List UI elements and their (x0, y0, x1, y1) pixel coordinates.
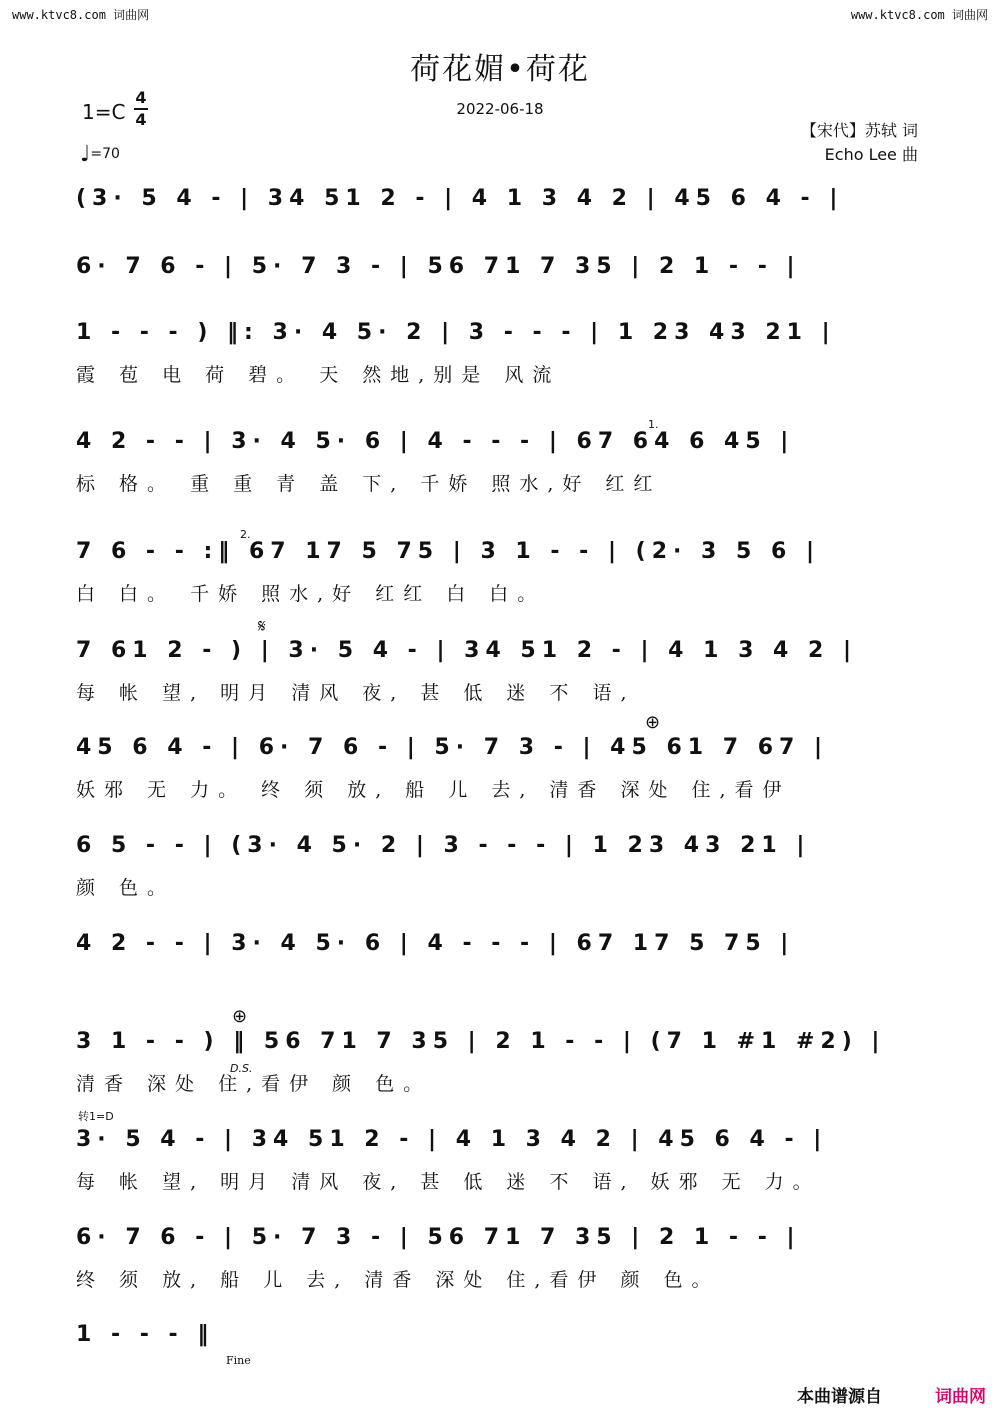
notation-line: 45 6 4 - | 6· 7 6 - | 5· 7 3 - | 45 61 7 67 | (76, 735, 829, 760)
lyric-line: 白 白。 千娇 照水,好 红红 白 白。 (76, 583, 546, 605)
lyric-line: 妖邪 无 力。 终 须 放, 船 儿 去, 清香 深处 住,看伊 (76, 779, 791, 801)
key-signature: 1=C (82, 100, 126, 124)
footer-site-logo: 词曲网 (935, 1387, 986, 1407)
notation-line: 6· 7 6 - | 5· 7 3 - | 56 71 7 35 | 2 1 - - | (76, 1225, 801, 1250)
modulation-label: 转1=D (78, 1110, 114, 1123)
date: 2022-06-18 (456, 100, 544, 118)
composer-credit: Echo Lee 曲 (824, 145, 918, 164)
lyric-line: 每 帐 望, 明月 清风 夜, 甚 低 迷 不 语, (76, 682, 636, 704)
coda-icon: ⊕ (645, 712, 661, 733)
notation-line: 1 - - - ) ‖: 3· 4 5· 2 | 3 - - - | 1 23 43 21 | (76, 320, 836, 345)
site-watermark-left: www.ktvc8.com 词曲网 (12, 8, 150, 22)
notation-line: 3 1 - - ) ‖ 56 71 7 35 | 2 1 - - | (7 1 #1 #2) | (76, 1029, 886, 1054)
time-signature (133, 88, 149, 130)
tempo (80, 142, 120, 167)
lyric-line: 每 帐 望, 明月 清风 夜, 甚 低 迷 不 语, 妖邪 无 力。 (76, 1171, 821, 1193)
lyric-line: 霞 苞 电 荷 碧。 天 然地,别是 风流 (76, 364, 561, 386)
site-watermark-right: www.ktvc8.com 词曲网 (850, 8, 988, 22)
footer-source: 本曲谱源自 (797, 1387, 882, 1407)
tempo-value: =70 (90, 146, 120, 162)
lyric-line: 终 须 放, 船 儿 去, 清香 深处 住,看伊 颜 色。 (76, 1269, 720, 1291)
volta-2-label: 2. (240, 528, 251, 541)
notation-line: 3· 5 4 - | 34 51 2 - | 4 1 3 4 2 | 45 6 4 - | (76, 1127, 828, 1152)
lyric-line: 清香 深处 住,看伊 颜 色。 (76, 1073, 432, 1095)
coda-icon: ⊕ (232, 1006, 248, 1027)
segno-icon: 𝄋 (258, 616, 266, 637)
song-title: 荷花媚•荷花 (410, 52, 590, 87)
notation-line: 7 61 2 - ) | 3· 5 4 - | 34 51 2 - | 4 1 3 4 2 | (76, 638, 858, 663)
notation-line: 7 6 - - :‖ 67 17 5 75 | 3 1 - - | (2· 3 5 6 | (76, 539, 820, 564)
lyric-line: 颜 色。 (76, 877, 176, 899)
meter-bottom: 4 (135, 110, 147, 129)
lyric-line: 标 格。 重 重 青 盖 下, 千娇 照水,好 红红 (76, 473, 662, 495)
notation-line: (3· 5 4 - | 34 51 2 - | 4 1 3 4 2 | 45 6 4 - | (76, 186, 844, 211)
notation-line: 4 2 - - | 3· 4 5· 6 | 4 - - - | 67 64 6 45 | (76, 429, 795, 454)
quarter-note-icon: ♩ (80, 142, 91, 167)
meter-top: 4 (135, 88, 147, 107)
lyricist-credit: 【宋代】苏轼 词 (800, 121, 918, 140)
dal-segno-label: D.S. (230, 1062, 253, 1075)
notation-line: 4 2 - - | 3· 4 5· 6 | 4 - - - | 67 17 5 75 | (76, 931, 795, 956)
volta-1-label: 1. (648, 418, 659, 431)
notation-line: 1 - - - ‖ (76, 1322, 215, 1347)
notation-line: 6· 7 6 - | 5· 7 3 - | 56 71 7 35 | 2 1 - - | (76, 254, 801, 279)
notation-line: 6 5 - - | (3· 4 5· 2 | 3 - - - | 1 23 43 21 | (76, 833, 811, 858)
fine-label: Fine (226, 1354, 251, 1367)
